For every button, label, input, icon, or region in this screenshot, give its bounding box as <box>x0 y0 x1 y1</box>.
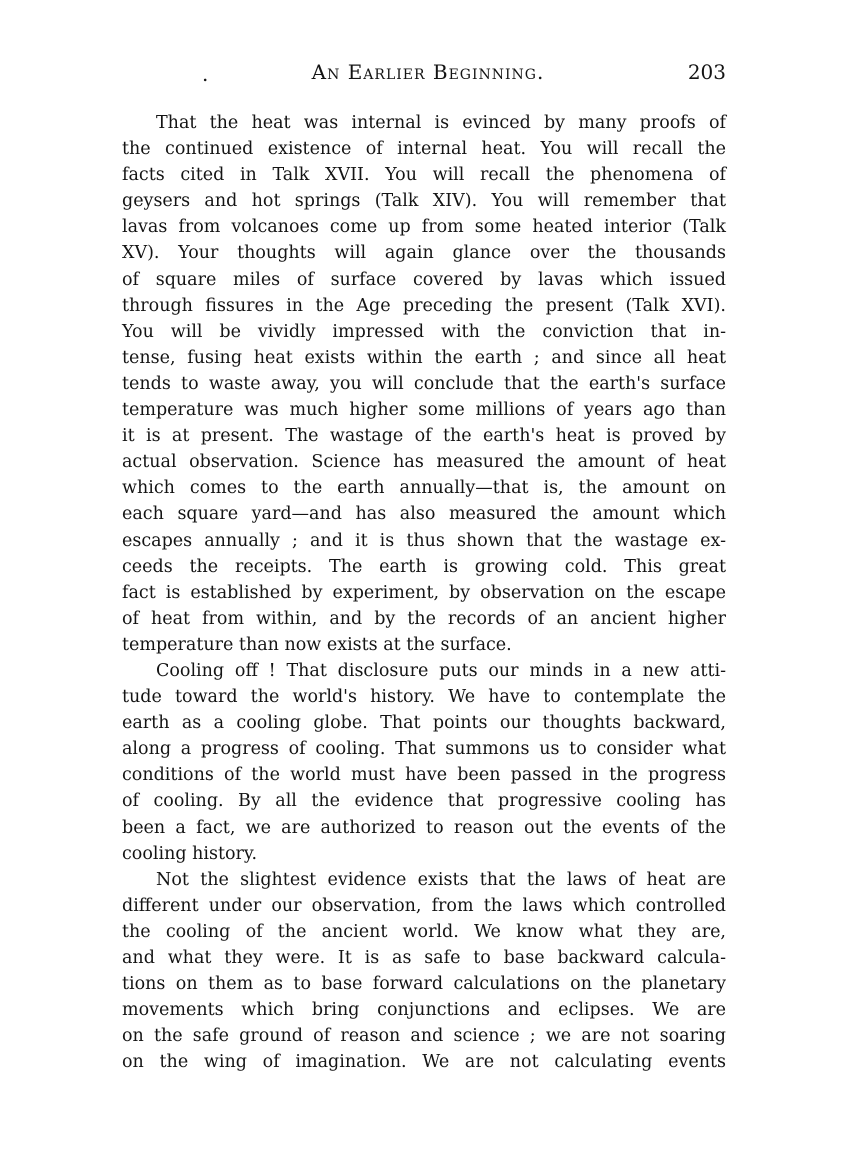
text-line: each square yard—and has also measured the amount which <box>122 504 726 525</box>
body-text <box>122 110 726 1075</box>
text-line: it is at present. The wastage of the earth's heat is proved by <box>122 426 726 447</box>
text-line: ceeds the receipts. The earth is growing cold. This great <box>122 556 726 577</box>
text-line: on the wing of imagination. We are not calculating events <box>122 1052 726 1073</box>
text-line: tions on them as to base forward calculations on the planetary <box>122 974 726 995</box>
text-line: That the heat was internal is evinced by many proofs of <box>156 113 726 133</box>
text-line: Cooling off ! That disclosure puts our minds in a new atti- <box>156 660 726 681</box>
text-line: XV). Your thoughts will again glance over the thousands <box>122 243 726 264</box>
text-line: tude toward the world's history. We have to contemplate the <box>122 687 726 708</box>
text-line: of cooling. By all the evidence that progressive cooling has <box>122 791 726 812</box>
text-line: which comes to the earth annually—that is, the amount on <box>122 478 726 499</box>
text-line: movements which bring conjunctions and eclipses. We are <box>122 1000 726 1021</box>
text-line: different under our observation, from the laws which controlled <box>122 895 726 916</box>
text-line: geysers and hot springs (Talk XIV). You will remember that <box>122 191 726 212</box>
running-header <box>122 60 726 90</box>
text-line: temperature than now exists at the surface. <box>122 634 512 655</box>
text-line: tends to waste away, you will conclude that the earth's surface <box>122 373 726 394</box>
header-mark: . <box>202 62 209 86</box>
text-line: temperature was much higher some millions of years ago than <box>122 400 726 421</box>
text-line: of square miles of surface covered by lavas which issued <box>122 269 726 290</box>
running-title: An Earlier Beginning. <box>311 60 545 84</box>
text-line: escapes annually ; and it is thus shown that the wastage ex- <box>122 530 726 551</box>
text-line: along a progress of cooling. That summons us to consider what <box>122 739 726 760</box>
text-line: of heat from within, and by the records of an ancient higher <box>122 608 726 629</box>
text-line: and what they were. It is as safe to base backward calcula- <box>122 948 726 968</box>
text-line: facts cited in Talk XVII. You will recall the phenomena of <box>122 165 726 186</box>
text-line: lavas from volcanoes come up from some heated interior (Talk <box>122 217 726 238</box>
text-line: fact is established by experiment, by observation on the escape <box>122 582 726 603</box>
text-line: cooling history. <box>122 843 258 864</box>
text-line: the cooling of the ancient world. We know what they are, <box>122 921 726 942</box>
text-line: the continued existence of internal heat. You will recall the <box>122 139 726 160</box>
text-line: conditions of the world must have been passed in the progress <box>122 765 726 786</box>
text-line: earth as a cooling globe. That points our thoughts backward, <box>122 713 726 734</box>
text-line: tense, fusing heat exists within the earth ; and since all heat <box>122 347 726 368</box>
text-line: through fissures in the Age preceding the present (Talk XVI). <box>122 295 726 316</box>
text-line: You will be vividly impressed with the conviction that in- <box>122 321 726 342</box>
text-line: been a fact, we are authorized to reason out the events of the <box>122 817 726 838</box>
text-line: on the safe ground of reason and science ; we are not soaring <box>122 1026 726 1047</box>
text-line: Not the slightest evidence exists that the laws of heat are <box>156 869 726 890</box>
text-line: actual observation. Science has measured the amount of heat <box>122 452 726 473</box>
page-number: 203 <box>687 60 726 84</box>
